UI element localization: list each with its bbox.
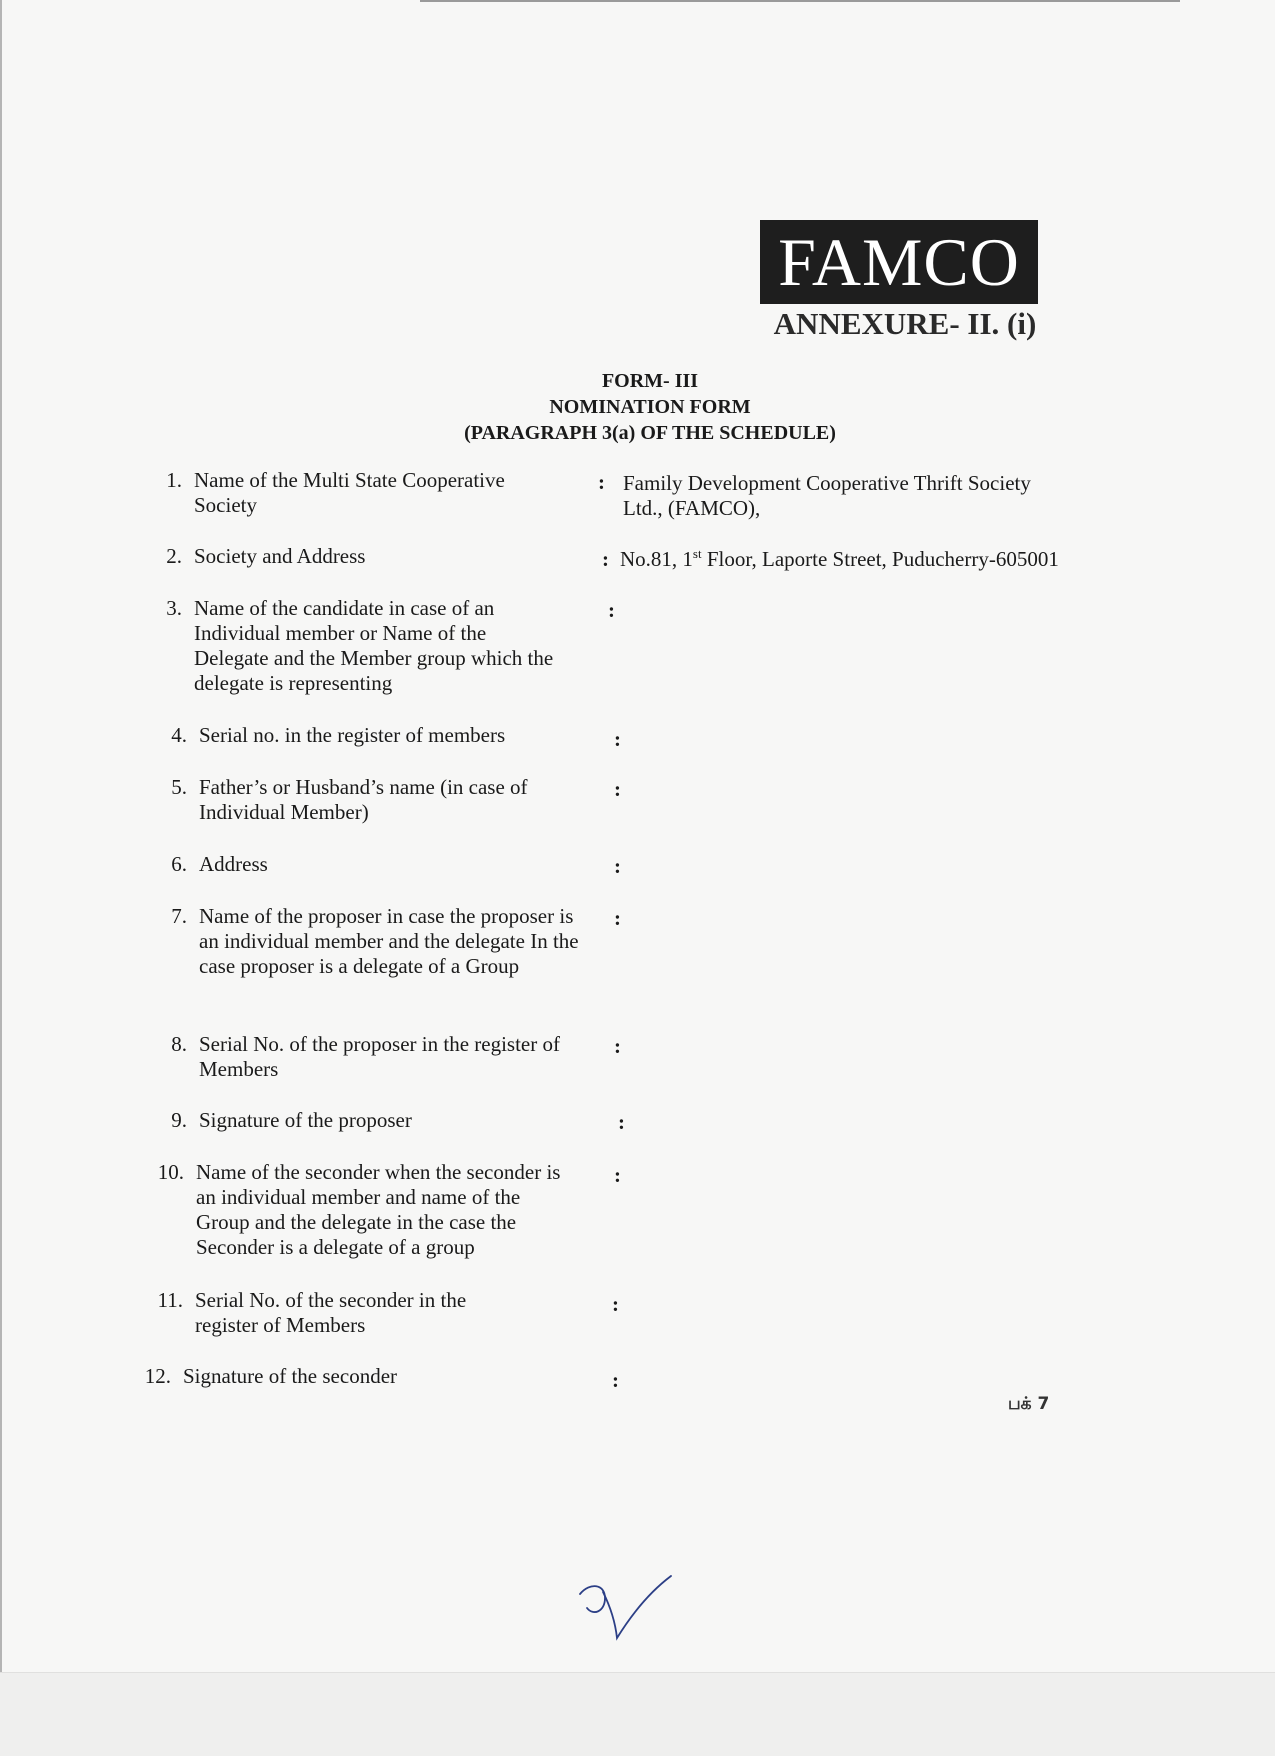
field-10	[157, 1160, 576, 1260]
form-title: NOMINATION FORM	[549, 396, 751, 418]
field-label: Serial No. of the seconder in the register of Members	[195, 1288, 467, 1337]
field-colon: :	[598, 470, 605, 494]
field-2	[166, 544, 554, 569]
page-fold	[0, 1672, 1275, 1756]
field-colon: :	[614, 1034, 621, 1058]
field-5	[171, 775, 569, 825]
field-1	[166, 468, 554, 518]
field-12	[144, 1364, 553, 1389]
field-label: Serial no. in the register of members	[199, 723, 506, 747]
field-number: 10.	[157, 1160, 184, 1184]
field-9	[171, 1108, 569, 1133]
field-7	[171, 904, 584, 979]
field-number: 6.	[171, 852, 187, 876]
field-number: 9.	[171, 1108, 187, 1132]
field-colon: :	[612, 1292, 619, 1316]
field-label: Name of the proposer in case the proposer is an individual member and the delegate In the case proposer is a delegate of a Group	[199, 904, 579, 978]
field-colon: :	[614, 854, 621, 878]
famco-logo: FAMCO	[760, 220, 1038, 304]
page-number: பக் 7	[1008, 1394, 1050, 1414]
address-suffix: Floor, Laporte Street, Puducherry-605001	[701, 547, 1059, 571]
field-colon: :	[602, 547, 609, 571]
field-number: 5.	[171, 775, 187, 799]
field-label: Name of the candidate in case of an Individual member or Name of the Delegate and the Member group which the delegate is representing	[194, 596, 554, 695]
address-superscript: st	[692, 546, 702, 561]
annexure-title: ANNEXURE- II. (i)	[773, 306, 1037, 341]
field-11	[157, 1288, 515, 1338]
field-colon: :	[612, 1368, 619, 1392]
field-number: 3.	[166, 596, 182, 620]
field-number: 8.	[171, 1032, 187, 1056]
field-number: 2.	[166, 544, 182, 568]
form-heading	[400, 368, 900, 446]
field-number: 12.	[144, 1364, 171, 1388]
field-number: 1.	[166, 468, 182, 492]
field-label: Signature of the seconder	[183, 1364, 398, 1388]
field-colon: :	[614, 727, 621, 751]
field-colon: :	[618, 1110, 625, 1134]
field-4	[171, 723, 569, 748]
field-label: Address	[199, 852, 268, 876]
form-number: FORM- III	[601, 370, 699, 392]
field-8	[171, 1032, 574, 1082]
field-label: Serial No. of the proposer in the register of Members	[199, 1032, 560, 1081]
field-number: 11.	[157, 1288, 183, 1312]
field-number: 4.	[171, 723, 187, 747]
field-colon: :	[608, 598, 615, 622]
field-label: Name of the Multi State Cooperative Society	[194, 468, 505, 517]
field-label: Father’s or Husband’s name (in case of Individual Member)	[199, 775, 528, 824]
field-label: Society and Address	[194, 544, 366, 568]
field-6	[171, 852, 569, 877]
field-3	[166, 596, 564, 696]
field-colon: :	[614, 777, 621, 801]
field-number: 7.	[171, 904, 187, 928]
field-colon: :	[614, 906, 621, 930]
address-prefix: No.81, 1	[620, 547, 693, 571]
page-edge-top	[420, 0, 1180, 2]
form-paragraph: (PARAGRAPH 3(a) OF THE SCHEDULE)	[464, 422, 836, 444]
field-value-address	[620, 547, 1220, 572]
page-edge-left	[0, 0, 2, 1755]
field-value-society-name: Family Development Cooperative Thrift Society Ltd., (FAMCO),	[623, 471, 1031, 520]
field-label: Name of the seconder when the seconder is an individual member and name of the Group and the delegate in the case the Seconder is a delegate of a group	[196, 1160, 561, 1259]
signature-mark	[575, 1572, 675, 1652]
field-colon: :	[614, 1163, 621, 1187]
field-label: Signature of the proposer	[199, 1108, 412, 1132]
